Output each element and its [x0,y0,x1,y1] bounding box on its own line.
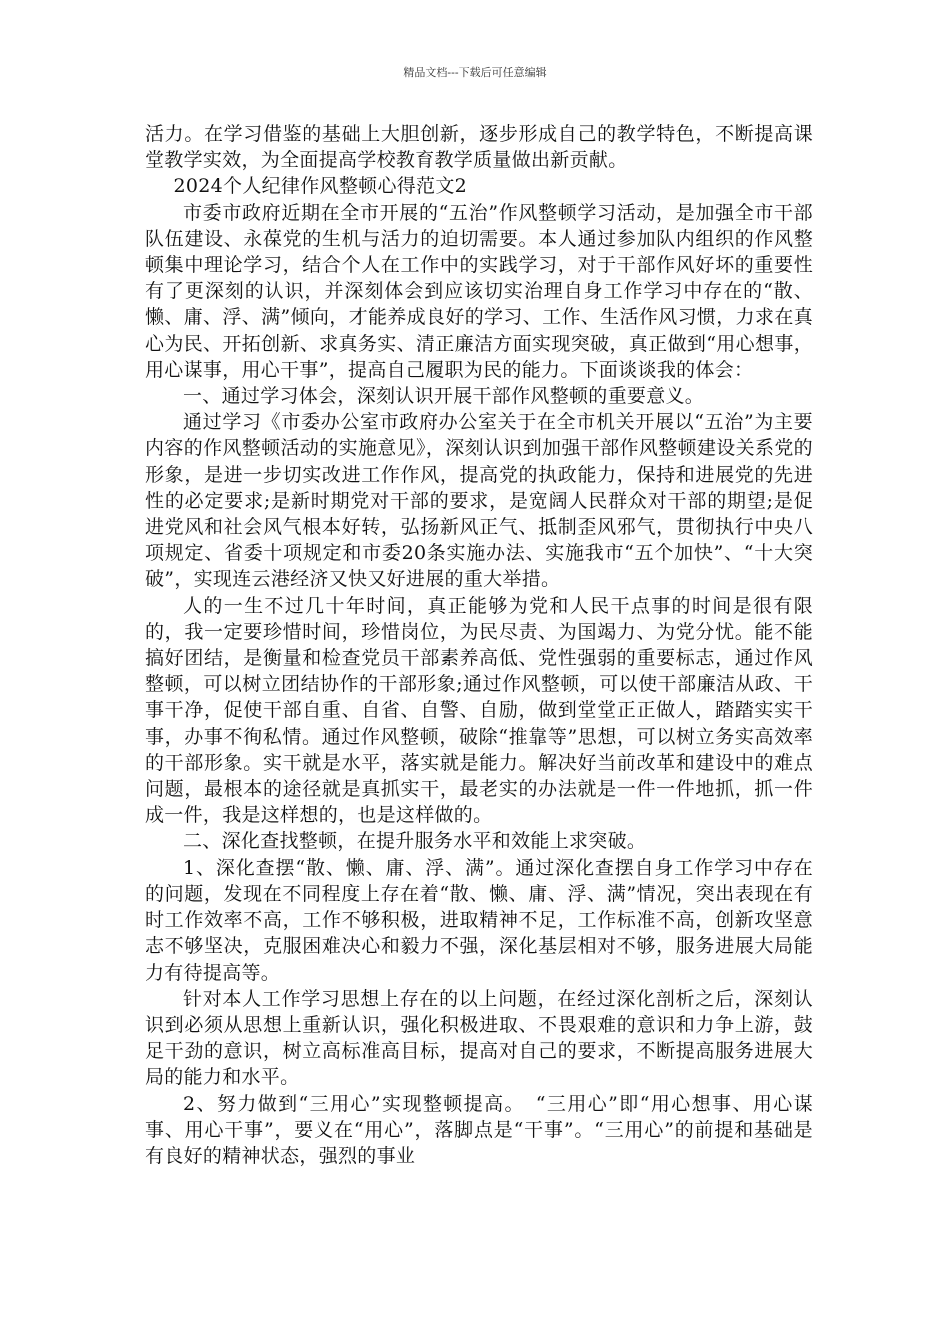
page-header: 精品文档---下载后可任意编辑 [403,66,547,79]
paragraph-point-one: 1、深化查摆“散、懒、庸、浮、满”。通过深化查摆自身工作学习中存在的问题，发现在不同程度上存在着“散、懒、庸、浮、满”情况，突出表现在有时工作效率不高，工作不够积极，进取精神不足，工作标准不高，创新攻坚意志不够坚决，克服困难决心和毅力不强，深化基层相对不够，服务进展大局能力有待提高等。 [145,856,813,984]
heading-part-two: 二、深化查找整顿，在提升服务水平和效能上求突破。 [183,830,647,853]
paragraph-continuation: 活力。在学习借鉴的基础上大胆创新，逐步形成自己的教学特色，不断提高课堂教学实效，为全面提高学校教育教学质量做出新贡献。 [145,123,813,172]
heading-part-one: 一、通过学习体会，深刻认识开展干部作风整顿的重要意义。 [183,385,705,408]
paragraph-life: 人的一生不过几十年时间，真正能够为党和人民干点事的时间是很有限的，我一定要珍惜时间，珍惜岗位，为民尽责、为国竭力、为党分忧。能不能搞好团结，是衡量和检查党员干部素养高低、党性强弱的重要标志，通过作风整顿，可以树立团结协作的干部形象;通过作风整顿，可以使干部廉洁从政、干事干净，促使干部自重、自省、自警、自励，做到堂堂正正做人，踏踏实实干事，办事不徇私情。通过作风整顿，破除“推靠等”思想，可以树立务实高效率的干部形象。实干就是水平，落实就是能力。解决好当前改革和建设中的难点问题，最根本的途径就是真抓实干，最老实的办法就是一件一件地抓，抓一件成一件，我是这样想的，也是这样做的。 [145,594,813,827]
paragraph-study: 通过学习《市委办公室市政府办公室关于在全市机关开展以“五治”为主要内容的作风整顿活动的实施意见》，深刻认识到加强干部作风整顿建设关系党的形象，是进一步切实改进工作作风，提高党的执政能力，保持和进展党的先进性的必定要求;是新时期党对干部的要求，是宽阔人民群众对干部的期望;是促进党风和社会风气根本好转，弘扬新风正气、抵制歪风邪气，贯彻执行中央八项规定、省委十项规定和市委20条实施办法、实施我市“五个加快”、“十大突破”，实现连云港经济又快又好进展的重大举措。 [145,411,813,591]
paragraph-point-two: 2、努力做到“三用心”实现整顿提高。 “三用心”即“用心想事、用心谋事、用心干事”，要义在“用心”，落脚点是“干事”。“三用心”的前提和基础是有良好的精神状态，强烈的事业 [145,1092,813,1167]
paragraph-reflection: 针对本人工作学习思想上存在的以上问题，在经过深化剖析之后，深刻认识到必须从思想上重新认识，强化积极进取、不畏艰难的意识和力争上游，鼓足干劲的意识，树立高标准高目标，提高对自己的要求，不断提高服务进展大局的能力和水平。 [145,987,813,1089]
paragraph-intro: 市委市政府近期在全市开展的“五治”作风整顿学习活动，是加强全市干部队伍建设、永葆党的生机与活力的迫切需要。本人通过参加队内组织的作风整顿集中理论学习，结合个人在工作中的实践学习，对于干部作风好坏的重要性有了更深刻的认识，并深刻体会到应该切实治理自身工作学习中存在的“散、懒、庸、浮、满”倾向，才能养成良好的学习、工作、生活作风习惯，力求在真心为民、开拓创新、求真务实、清正廉洁方面实现突破，真正做到“用心想事，用心谋事，用心干事”，提高自己履职为民的能力。下面谈谈我的体会： [145,201,813,381]
document-body [145,121,813,1169]
section-title: 2024个人纪律作风整顿心得范文2 [173,175,468,198]
